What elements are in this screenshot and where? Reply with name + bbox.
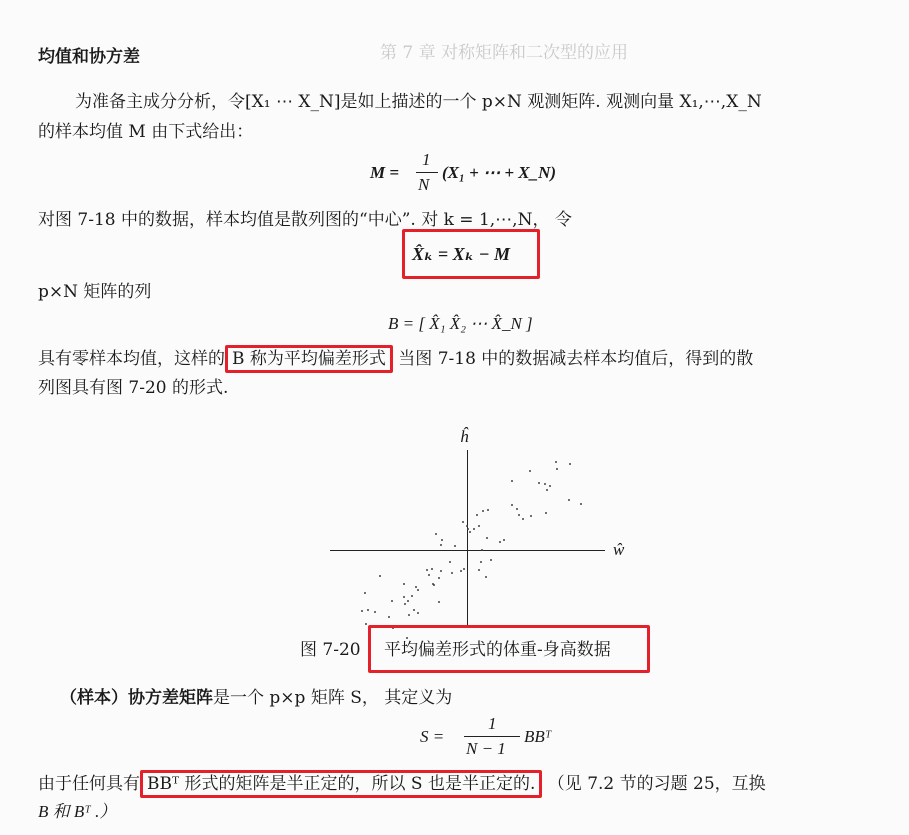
- para6-text-a: 由于任何具有: [38, 774, 140, 794]
- scatter-point: [511, 480, 513, 482]
- scatter-point: [403, 596, 405, 598]
- scatter-point: [490, 559, 492, 561]
- eq2-centered-observation: X̂ₖ = Xₖ − M: [412, 244, 511, 264]
- scatter-point: [451, 572, 453, 574]
- scatter-point: [411, 595, 413, 597]
- scatter-point: [388, 616, 390, 618]
- eq4-denominator: N − 1: [466, 739, 506, 758]
- section-heading: 均值和协方差: [38, 47, 140, 67]
- scatter-point: [580, 503, 582, 505]
- scatter-point: [440, 544, 442, 546]
- scatter-figure: [330, 425, 630, 625]
- eq1-numerator: 1: [422, 150, 431, 169]
- para5-bold: （样本）协方差矩阵: [60, 688, 213, 708]
- scatter-point: [413, 609, 415, 611]
- scatter-point: [435, 533, 437, 535]
- scatter-point: [486, 537, 488, 539]
- eq4-rhs: BBᵀ: [524, 727, 552, 746]
- caption-number: 图 7-20: [300, 640, 361, 660]
- eq1-denominator: N: [418, 175, 430, 194]
- scatter-point: [545, 512, 547, 514]
- para5-rest: 是一个 p×p 矩阵 S， 其定义为: [213, 688, 453, 708]
- caption-text: 平均偏差形式的体重-身高数据: [384, 640, 611, 660]
- scatter-point: [438, 601, 440, 603]
- scatter-point: [440, 570, 442, 572]
- eq1-rhs: (X₁ + ⋯ + X_N): [442, 163, 557, 182]
- scatter-point: [367, 609, 369, 611]
- scatter-point: [538, 482, 540, 484]
- scatter-point: [485, 576, 487, 578]
- scatter-point: [555, 461, 557, 463]
- scatter-point: [469, 531, 471, 533]
- ghost-header: 第 7 章 对称矩阵和二次型的应用: [380, 43, 629, 63]
- highlight-positive-semidefinite: BBᵀ 形式的矩阵是半正定的，所以 S 也是半正定的.: [140, 770, 542, 798]
- eq3-mean-deviation-matrix: B = [ X̂₁ X̂₂ ⋯ X̂_N ]: [388, 314, 533, 333]
- scatter-point: [438, 577, 440, 579]
- scatter-point: [460, 570, 462, 572]
- scatter-point: [482, 510, 484, 512]
- x-axis: [330, 550, 605, 551]
- para4-line1: [38, 345, 753, 373]
- scatter-point: [544, 483, 546, 485]
- para6-line1: [38, 770, 766, 798]
- para3-line: p×N 矩阵的列: [38, 282, 152, 302]
- scatter-point: [374, 611, 376, 613]
- x-axis-label: ŵ: [613, 540, 625, 559]
- scatter-point: [404, 603, 406, 605]
- scatter-point: [361, 610, 363, 612]
- scatter-point: [403, 583, 405, 585]
- para1-line1: 为准备主成分分析，令[X₁ ⋯ X_N]是如上描述的一个 p×N 观测矩阵. 观测向量 X₁,⋯,X_N: [75, 92, 762, 112]
- scatter-point: [432, 583, 434, 585]
- scatter-point: [568, 499, 570, 501]
- para6-line2: B 和 Bᵀ .）: [38, 802, 117, 821]
- scatter-point: [408, 614, 410, 616]
- eq1-lhs: M =: [370, 163, 400, 182]
- scatter-point: [428, 574, 430, 576]
- scatter-point: [478, 525, 480, 527]
- scatter-point: [530, 515, 532, 517]
- scatter-point: [441, 539, 443, 541]
- scatter-point: [522, 518, 524, 520]
- scatter-point: [480, 561, 482, 563]
- para4-text-b: 当图 7-18 中的数据减去样本均值后，得到的散: [392, 349, 754, 369]
- scatter-point: [516, 508, 518, 510]
- scatter-point: [364, 592, 366, 594]
- scatter-point: [499, 541, 501, 543]
- scatter-point: [546, 489, 548, 491]
- para2-line: 对图 7-18 中的数据，样本均值是散列图的“中心”. 对 k = 1,⋯,N， 令: [38, 210, 572, 230]
- para4-line2: 列图具有图 7-20 的形式.: [38, 378, 229, 398]
- scatter-point: [407, 600, 409, 602]
- scatter-point: [569, 463, 571, 465]
- scatter-point: [476, 514, 478, 516]
- scatter-point: [417, 589, 419, 591]
- scatter-point: [379, 575, 381, 577]
- scatter-point: [467, 528, 469, 530]
- para6-text-b: （见 7.2 节的习题 25，互换: [542, 774, 766, 794]
- eq4-lhs: S =: [420, 727, 445, 746]
- scatter-point: [529, 470, 531, 472]
- scatter-point: [391, 600, 393, 602]
- scatter-point: [417, 612, 419, 614]
- para5-line: [60, 686, 452, 710]
- y-axis-label: ĥ: [460, 427, 469, 446]
- scatter-point: [449, 561, 451, 563]
- para1-line2: 的样本均值 M 由下式给出：: [38, 122, 254, 142]
- scatter-point: [431, 568, 433, 570]
- scatter-point: [463, 568, 465, 570]
- scatter-point: [556, 468, 558, 470]
- scatter-point: [462, 521, 464, 523]
- scatter-point: [518, 514, 520, 516]
- scatter-point: [549, 485, 551, 487]
- scatter-point: [454, 545, 456, 547]
- scatter-point: [415, 586, 417, 588]
- scatter-point: [511, 504, 513, 506]
- scatter-point: [487, 509, 489, 511]
- para4-text-a: 具有零样本均值，这样的: [38, 349, 225, 369]
- scatter-point: [503, 539, 505, 541]
- scatter-point: [478, 569, 480, 571]
- highlight-mean-deviation-form: B 称为平均偏差形式: [225, 345, 393, 373]
- scatter-point: [473, 528, 475, 530]
- eq4-numerator: 1: [488, 714, 497, 733]
- y-axis: [467, 450, 468, 625]
- scatter-point: [365, 623, 367, 625]
- scatter-point: [426, 569, 428, 571]
